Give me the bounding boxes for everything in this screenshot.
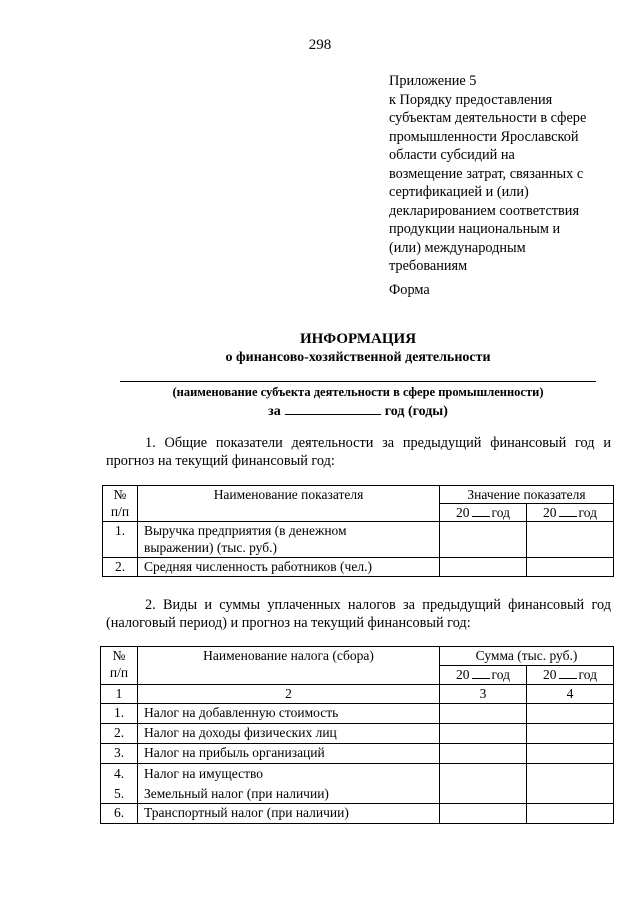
value-cell[interactable] (527, 804, 614, 824)
header-num-pp: п/п (110, 504, 130, 519)
row-tax-name: Налог на имущество (144, 766, 264, 781)
value-cell[interactable] (527, 724, 614, 744)
row-num: 1. (101, 704, 138, 724)
taxes-table (100, 646, 614, 824)
page-number: 298 (308, 37, 332, 53)
section-1-paragraph (106, 434, 611, 470)
value-cell[interactable] (527, 764, 614, 804)
header-indicator-value: Значение показателя (440, 486, 614, 504)
header-num-sign: № (113, 487, 127, 502)
header-year-prev: 20 год (440, 666, 527, 685)
row-num: 2. (101, 724, 138, 744)
header-num-pp: п/п (109, 665, 129, 680)
value-cell[interactable] (440, 744, 527, 764)
header-tax-name: Наименование налога (сбора) (138, 647, 440, 685)
section-2-paragraph (106, 596, 611, 632)
row-tax-name: Налог на прибыль организаций (138, 744, 440, 764)
row-num: 6. (101, 804, 138, 824)
value-cell[interactable] (527, 558, 614, 577)
value-cell[interactable] (440, 704, 527, 724)
header-year-prev: 20 год (440, 504, 527, 522)
row-num: 3. (101, 744, 138, 764)
value-cell[interactable] (440, 764, 527, 804)
value-cell[interactable] (527, 744, 614, 764)
column-number: 2 (138, 685, 440, 704)
section-1-line-1: 1. Общие показатели деятельности за предыдущий финансовый год и (145, 435, 611, 451)
appendix-line: декларированием соответствия (389, 202, 580, 219)
row-tax-name: Налог на доходы физических лиц (138, 724, 440, 744)
appendix-line: к Порядку предоставления (389, 91, 553, 108)
value-cell[interactable] (440, 522, 527, 558)
value-cell[interactable] (440, 558, 527, 577)
period-blank (285, 402, 381, 415)
row-num: 5. (113, 786, 125, 801)
document-title: ИНФОРМАЦИЯ (299, 331, 417, 347)
header-year-current: 20 год (527, 504, 614, 522)
column-number: 1 (101, 685, 138, 704)
appendix-line: требованиям (389, 258, 468, 274)
appendix-line: субъектам деятельности в сфере (389, 110, 587, 126)
row-indicator-name: Выручка предприятия (в денежном выражении) (тыс. руб.) (138, 522, 440, 558)
row-num: 4. (113, 766, 125, 781)
appendix-line: области субсидий на (389, 147, 515, 163)
appendix-line: продукции национальным и (389, 221, 561, 237)
entity-name-blank-line (120, 381, 596, 382)
form-label: Форма (389, 282, 430, 298)
header-num-cell (103, 486, 138, 522)
indicators-table (102, 485, 614, 577)
header-indicator-name: Наименование показателя (138, 486, 440, 522)
appendix-block (389, 72, 629, 276)
row-tax-name: Налог на добавленную стоимость (138, 704, 440, 724)
header-tax-sum: Сумма (тыс. руб.) (440, 647, 614, 666)
appendix-line: сертификацией и (или) (389, 184, 529, 200)
value-cell[interactable] (527, 704, 614, 724)
row-num: 1. (103, 522, 138, 558)
header-num-cell (101, 647, 138, 685)
header-num-sign: № (112, 648, 126, 663)
appendix-line: Приложение 5 (389, 73, 477, 89)
value-cell[interactable] (440, 724, 527, 744)
row-tax-name: Земельный налог (при наличии) (144, 786, 329, 801)
row-tax-name-merged (138, 764, 440, 804)
column-number: 4 (527, 685, 614, 704)
document-subtitle: о финансово-хозяйственной деятельности (225, 350, 491, 365)
column-number: 3 (440, 685, 527, 704)
section-2-line-1: 2. Виды и суммы уплаченных налогов за предыдущий финансовый год (145, 597, 611, 613)
value-cell[interactable] (440, 804, 527, 824)
value-cell[interactable] (527, 522, 614, 558)
appendix-line: промышленности Ярославской (389, 128, 579, 145)
appendix-line: (или) международным (389, 239, 526, 256)
period-prefix: за (268, 404, 281, 419)
section-1-line-2: прогноз на текущий финансовый год: (106, 453, 335, 469)
row-num: 2. (103, 558, 138, 577)
section-2-line-2: (налоговый период) и прогноз на текущий финансовый год: (106, 615, 471, 631)
period-line (0, 402, 640, 420)
period-suffix: год (годы) (384, 404, 448, 419)
row-indicator-name: Средняя численность работников (чел.) (138, 558, 440, 577)
appendix-line: возмещение затрат, связанных с (389, 165, 584, 182)
entity-caption: (наименование субъекта деятельности в сфере промышленности) (172, 385, 544, 399)
row-tax-name: Транспортный налог (при наличии) (138, 804, 440, 824)
header-year-current: 20 год (527, 666, 614, 685)
row-num-merged (101, 764, 138, 804)
